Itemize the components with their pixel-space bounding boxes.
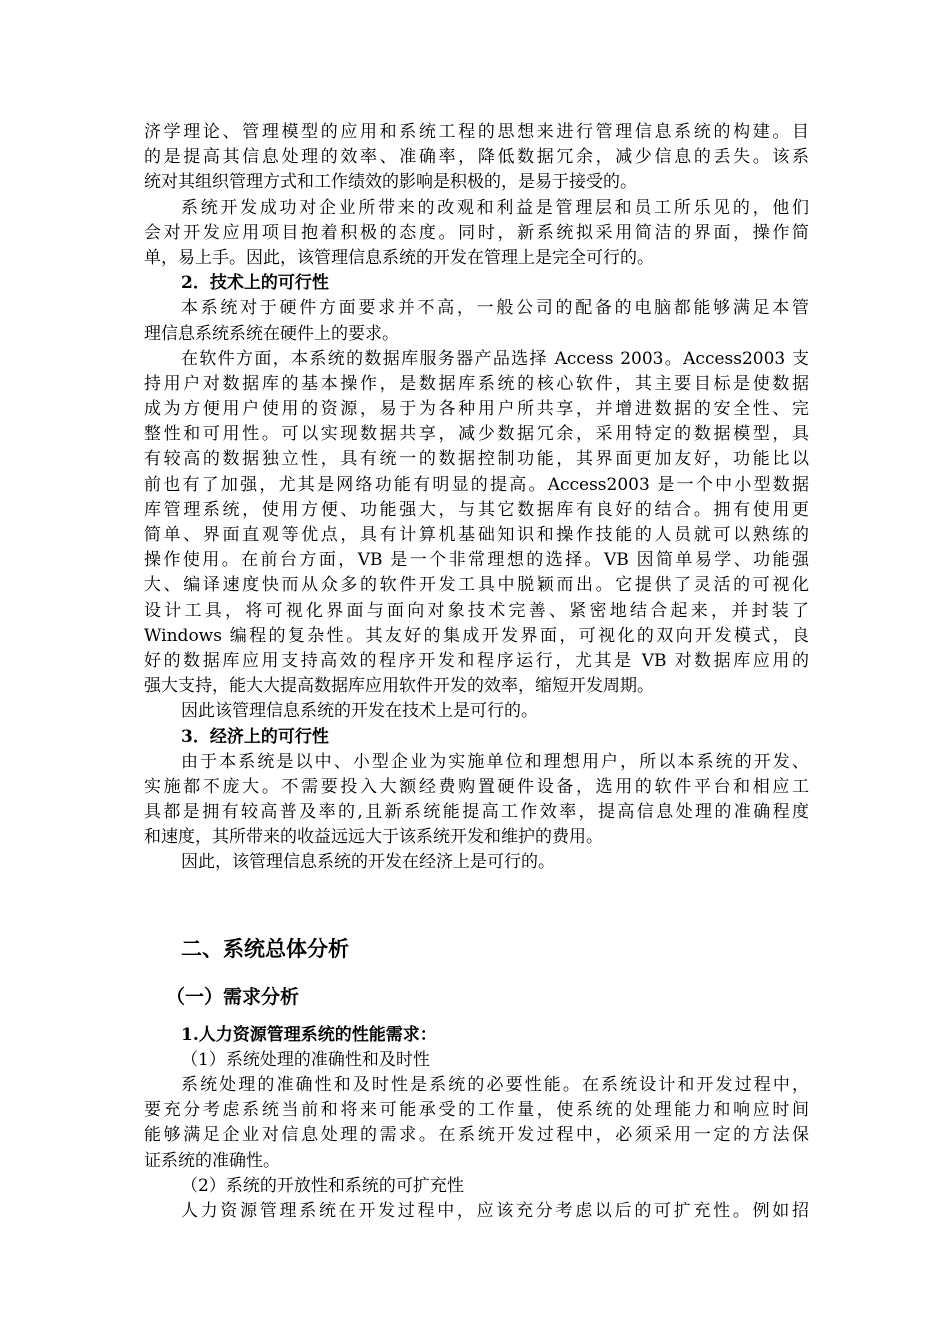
text-line: 系统处理的准确性和及时性是系统的必要性能。在系统设计和开发过程中，: [181, 1075, 809, 1095]
text-line: 人力资源管理系统在开发过程中，应该充分考虑以后的可扩充性。例如招: [181, 1200, 809, 1221]
item-heading: （1）系统处理的准确性和及时性: [181, 1049, 430, 1070]
text-line: 要充分考虑系统当前和将来可能承受的工作量，使系统的处理能力和响应时间: [144, 1100, 809, 1121]
text-line: 系统开发成功对企业所带来的改观和利益是管理层和员工所乐见的，他们: [181, 197, 809, 218]
text-line: 实施都不庞大。不需要投入大额经费购置硬件设备，选用的软件平台和相应工: [144, 776, 809, 797]
text-line: 强大支持，能大大提高数据库应用软件开发的效率，缩短开发周期。: [144, 676, 654, 697]
section-title: 二、系统总体分析: [181, 935, 349, 961]
text-line: 济学理论、管理模型的应用和系统工程的思想来进行管理信息系统的构建。目: [144, 122, 809, 142]
text-line: 能够满足企业对信息处理的需求。在系统开发过程中，必须采用一定的方法保: [144, 1125, 809, 1146]
text-line: 单，易上手。因此，该管理信息系统的开发在管理上是完全可行的。: [144, 247, 654, 268]
text-line: 有较高的数据独立性，具有统一的数据控制功能，其界面更加友好，功能比以: [144, 449, 809, 470]
text-line: 大、编译速度快而从众多的软件开发工具中脱颖而出。它提供了灵活的可视化: [144, 575, 809, 596]
text-line: 证系统的准确性。: [144, 1150, 280, 1171]
text-line: 整性和可用性。可以实现数据共享，减少数据冗余，采用特定的数据模型，具: [144, 424, 809, 445]
text-line: 统对其组织管理方式和工作绩效的影响是积极的，是易于接受的。: [144, 172, 637, 193]
document-page: [144, 120, 809, 1224]
section-spacer: [144, 964, 809, 983]
paragraph: [144, 120, 809, 196]
text-line: 会对开发应用项目抱着积极的态度。同时，新系统拟采用简洁的界面，操作简: [144, 222, 809, 243]
text-line: 成为方便用户使用的资源，易于为各种用户所共享，并增进数据的安全性、完: [144, 399, 809, 420]
text-line: 前也有了加强，尤其是网络功能有明显的提高。Access2003 是一个中小型数据: [144, 474, 809, 495]
paragraph: [144, 1199, 809, 1224]
text-line: 设计工具，将可视化界面与面向对象技术完善、紧密地结合起来，并封装了: [144, 600, 809, 621]
paragraph: [144, 1073, 809, 1174]
text-line: 具都是拥有较高普及率的,且新系统能提高工作效率，提高信息处理的准确程度: [144, 802, 809, 823]
subsection-title: （一）需求分析: [166, 985, 300, 1008]
subheading-performance-requirements: 1.人力资源管理系统的性能需求：: [181, 1024, 437, 1045]
text-line: 的是提高其信息处理的效率、准确率，降低数据冗余，减少信息的丢失。该系: [144, 147, 809, 168]
item-heading: （2）系统的开放性和系统的可扩充性: [181, 1175, 464, 1196]
paragraph: 因此，该管理信息系统的开发在经济上是可行的。: [181, 852, 555, 873]
text-line: 持用户对数据库的基本操作，是数据库系统的核心软件，其主要目标是使数据: [144, 373, 809, 394]
paragraph: 因此该管理信息系统的开发在技术上是可行的。: [181, 701, 538, 722]
text-line: 在软件方面，本系统的数据库服务器产品选择 Access 2003。Access2003 支: [181, 348, 809, 369]
paragraph: [144, 196, 809, 272]
subheading-economic-feasibility: 3．经济上的可行性: [181, 726, 329, 747]
text-line: Windows 编程的复杂性。其友好的集成开发界面，可视化的双向开发模式，良: [144, 625, 809, 646]
section-spacer: [144, 1011, 809, 1023]
section-spacer: [144, 876, 809, 934]
subheading-technical-feasibility: 2．技术上的可行性: [181, 273, 329, 294]
text-line: 理信息系统系统在硬件上的要求。: [144, 323, 399, 344]
text-line: 和速度，其所带来的收益远远大于该系统开发和维护的费用。: [144, 827, 603, 848]
text-line: 库管理系统，使用方便、功能强大，与其它数据库有良好的结合。拥有使用更: [144, 499, 809, 520]
text-line: 本系统对于硬件方面要求并不高，一般公司的配备的电脑都能够满足本管: [181, 298, 809, 319]
paragraph: [144, 296, 809, 346]
paragraph: [144, 750, 809, 851]
text-line: 操作使用。在前台方面，VB 是一个非常理想的选择。VB 因简单易学、功能强: [144, 550, 809, 571]
paragraph: [144, 347, 809, 700]
text-line: 简单、界面直观等优点，具有计算机基础知识和操作技能的人员就可以熟练的: [144, 525, 809, 545]
text-line: 好的数据库应用支持高效的程序开发和程序运行，尤其是 VB 对数据库应用的: [144, 650, 809, 671]
text-line: 由于本系统是以中、小型企业为实施单位和理想用户，所以本系统的开发、: [181, 751, 809, 772]
